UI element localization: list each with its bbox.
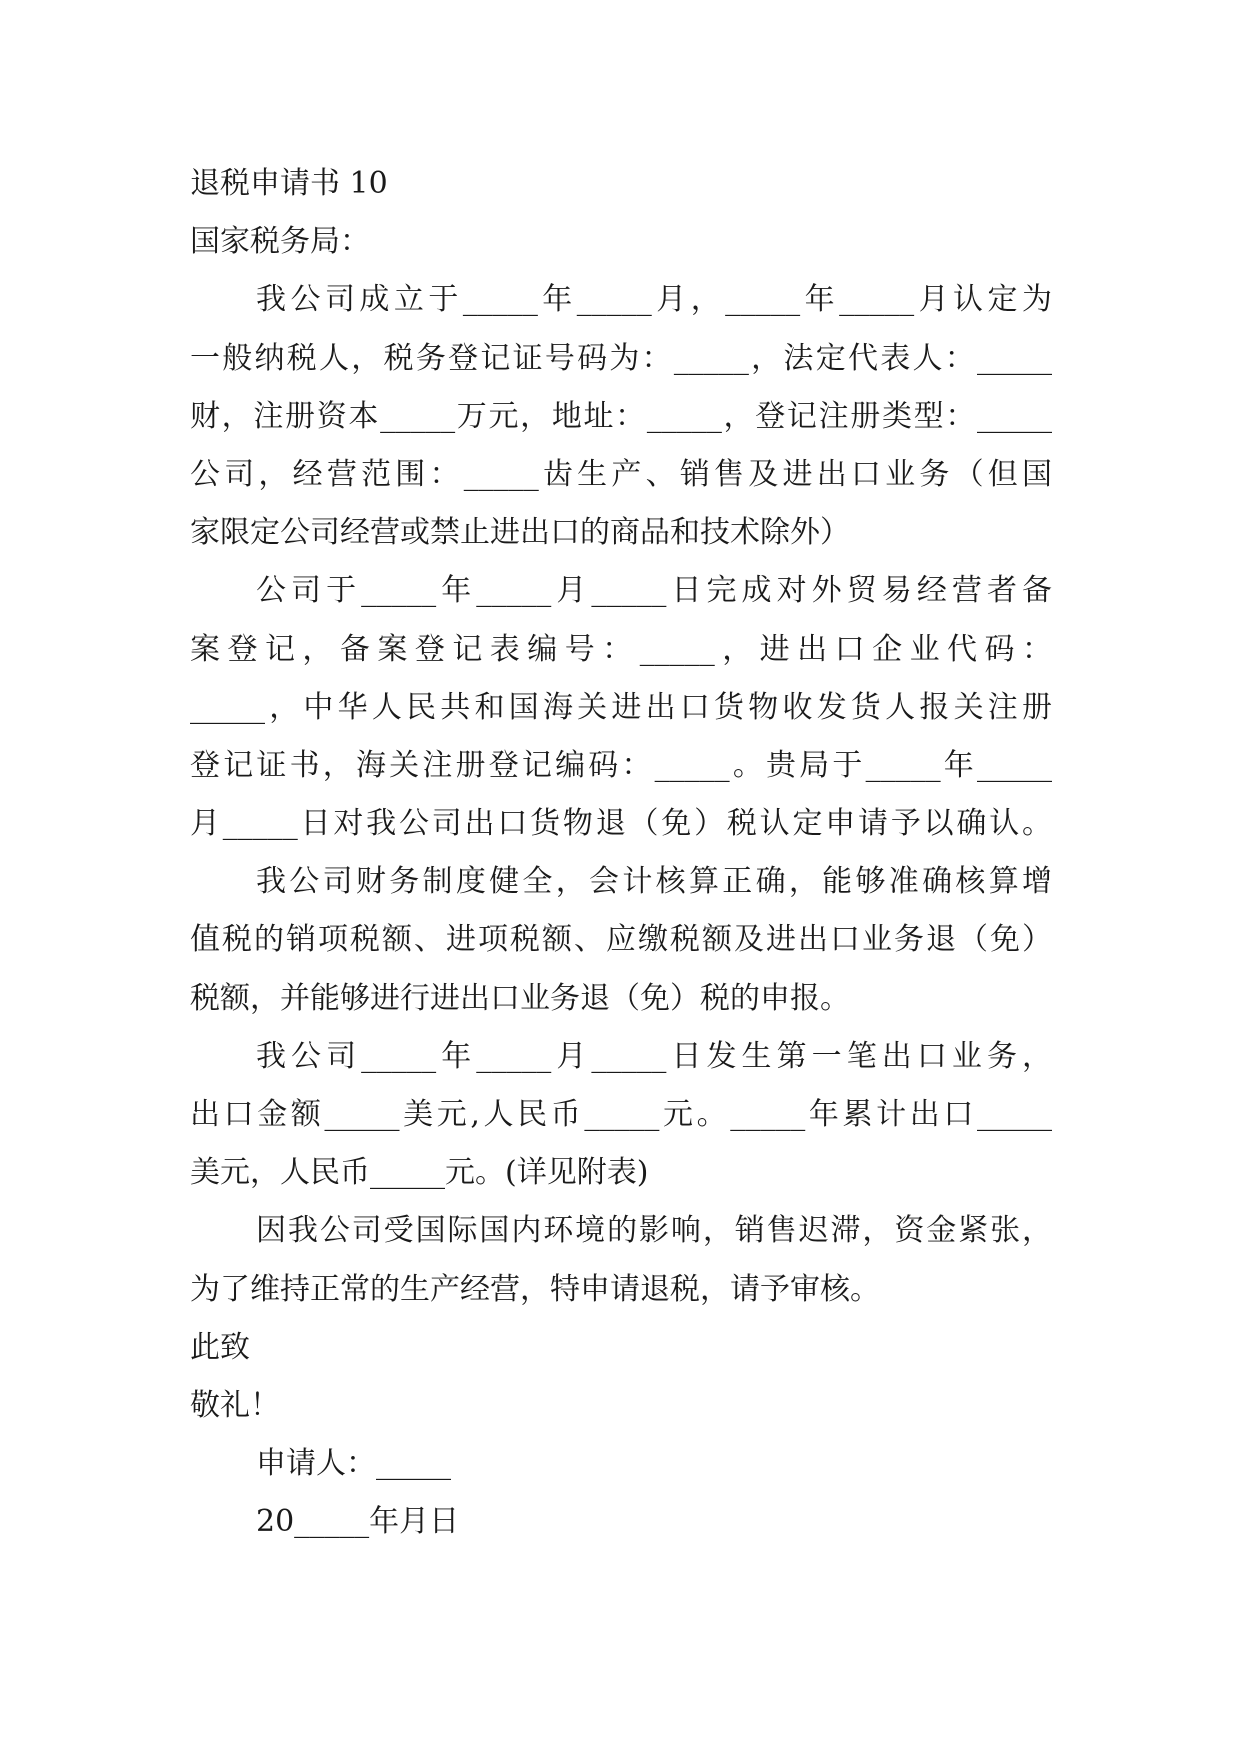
paragraph-2-line-3: _____，中华人民共和国海关进出口货物收发货人报关注册 [190, 689, 1052, 725]
signature-date: 20_____年月日 [256, 1504, 460, 1540]
paragraph-4-line-1: 我公司_____年_____月_____日发生第一笔出口业务， [256, 1038, 1052, 1074]
paragraph-1-line-5: 家限定公司经营或禁止进出口的商品和技术除外） [190, 515, 850, 551]
paragraph-2-line-2: 案登记，备案登记表编号：_____，进出口企业代码： [190, 631, 1052, 667]
paragraph-5-line-1: 因我公司受国际国内环境的影响，销售迟滞，资金紧张， [256, 1213, 1052, 1249]
paragraph-1-line-2: 一般纳税人，税务登记证号码为：_____，法定代表人：_____ [190, 340, 1052, 376]
paragraph-4-line-3: 美元，人民币_____元。(详见附表) [190, 1155, 649, 1191]
paragraph-1-line-1: 我公司成立于_____年_____月，_____年_____月认定为 [256, 282, 1052, 318]
paragraph-1-line-4: 公司，经营范围：_____齿生产、销售及进出口业务（但国 [190, 456, 1052, 492]
paragraph-4-line-2: 出口金额_____美元,人民币_____元。_____年累计出口_____ [190, 1097, 1052, 1132]
paragraph-2-line-5: 月_____日对我公司出口货物退（免）税认定申请予以确认。 [190, 806, 1052, 842]
paragraph-5-line-2: 为了维持正常的生产经营，特申请退税，请予审核。 [190, 1271, 880, 1307]
paragraph-2-line-1: 公司于_____年_____月_____日完成对外贸易经营者备 [256, 573, 1052, 609]
paragraph-2-line-4: 登记证书，海关注册登记编码：_____。贵局于_____年_____ [190, 747, 1052, 783]
document-title: 退税申请书 10 [190, 166, 388, 201]
applicant-signature: 申请人：_____ [256, 1446, 451, 1482]
paragraph-3-line-1: 我公司财务制度健全，会计核算正确，能够准确核算增 [256, 864, 1052, 900]
paragraph-3-line-3: 税额，并能够进行进出口业务退（免）税的申报。 [190, 980, 850, 1016]
document-body [190, 155, 1052, 1552]
closing-salute: 敬礼！ [190, 1387, 280, 1423]
addressee: 国家税务局： [190, 224, 370, 260]
paragraph-3-line-2: 值税的销项税额、进项税额、应缴税额及进出口业务退（免） [190, 922, 1052, 958]
paragraph-1-line-3: 财，注册资本_____万元，地址：_____，登记注册类型：_____ [190, 398, 1052, 434]
closing-greeting: 此致 [190, 1329, 250, 1365]
